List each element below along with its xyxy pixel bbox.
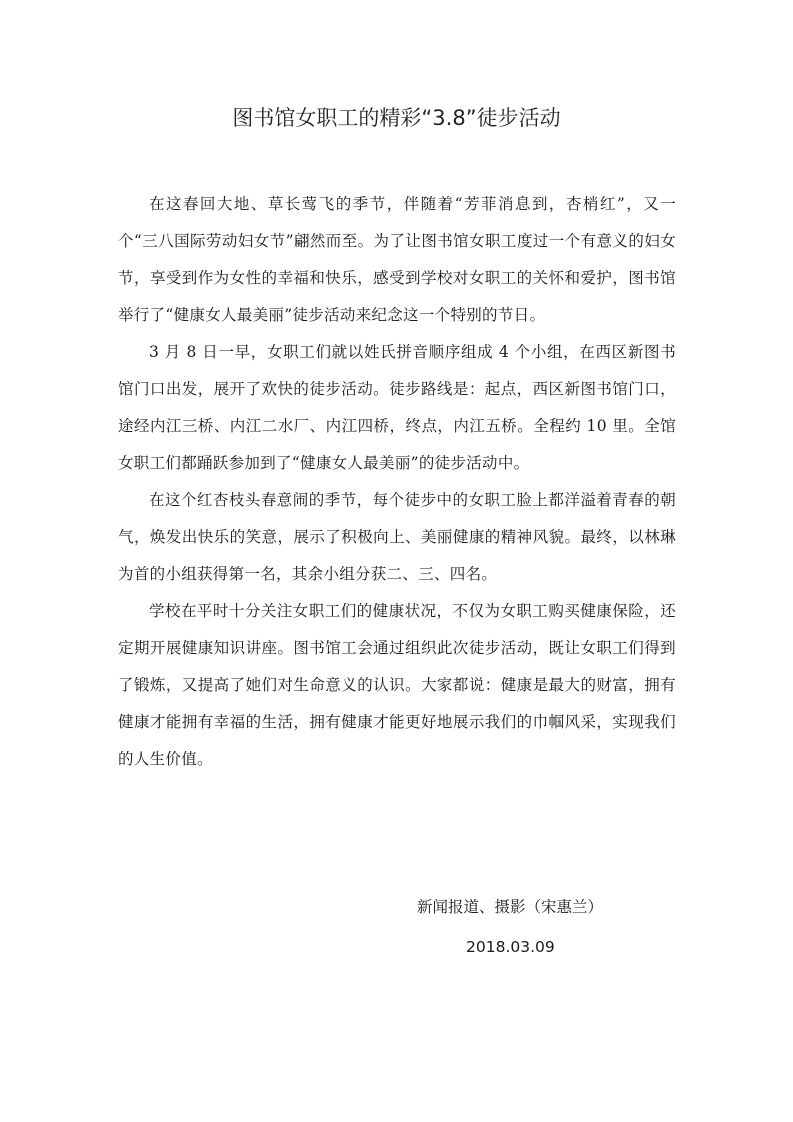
paragraph-3: 在这个红杏枝头春意闹的季节，每个徒步中的女职工脸上都洋溢着青春的朝气，焕发出快乐的笑意，展示了积极向上、美丽健康的精神风貌。最终，以林琳为首的小组获得第一名，其余小组分获二、三、四名。 (118, 491, 676, 583)
paragraph-4: 学校在平时十分关注女职工们的健康状况，不仅为女职工购买健康保险，还定期开展健康知识讲座。图书馆工会通过组织此次徒步活动，既让女职工们得到了锻炼，又提高了她们对生命意义的认识。大家都说：健康是最大的财富，拥有健康才能拥有幸福的生活，拥有健康才能更好地展示我们的巾帼风采，实现我们的人生价值。 (118, 602, 676, 768)
author-signature: 新闻报道、摄影（宋惠兰） (417, 898, 604, 916)
document-body (118, 186, 676, 778)
paragraph-1: 在这春回大地、草长莺飞的季节，伴随着“芳菲消息到，杏梢红”，又一个“三八国际劳动妇女节”翩然而至。为了让图书馆女职工度过一个有意义的妇女节，享受到作为女性的幸福和快乐，感受到学校对女职工的关怀和爱护，图书馆举行了“健康女人最美丽”徒步活动来纪念这一个特别的节日。 (118, 195, 676, 324)
document-date: 2018.03.09 (466, 938, 555, 956)
document-title: 图书馆女职工的精彩“3.8”徒步活动 (232, 106, 561, 130)
paragraph-2: 3 月 8 日一早，女职工们就以姓氏拼音顺序组成 4 个小组，在西区新图书馆门口出发，展开了欢快的徒步活动。徒步路线是：起点，西区新图书馆门口，途经内江三桥、内江二水厂、内江四桥，终点，内江五桥。全程约 10 里。全馆女职工们都踊跃参加到了“健康女人最美丽”的徒步活动中。 (118, 343, 676, 472)
